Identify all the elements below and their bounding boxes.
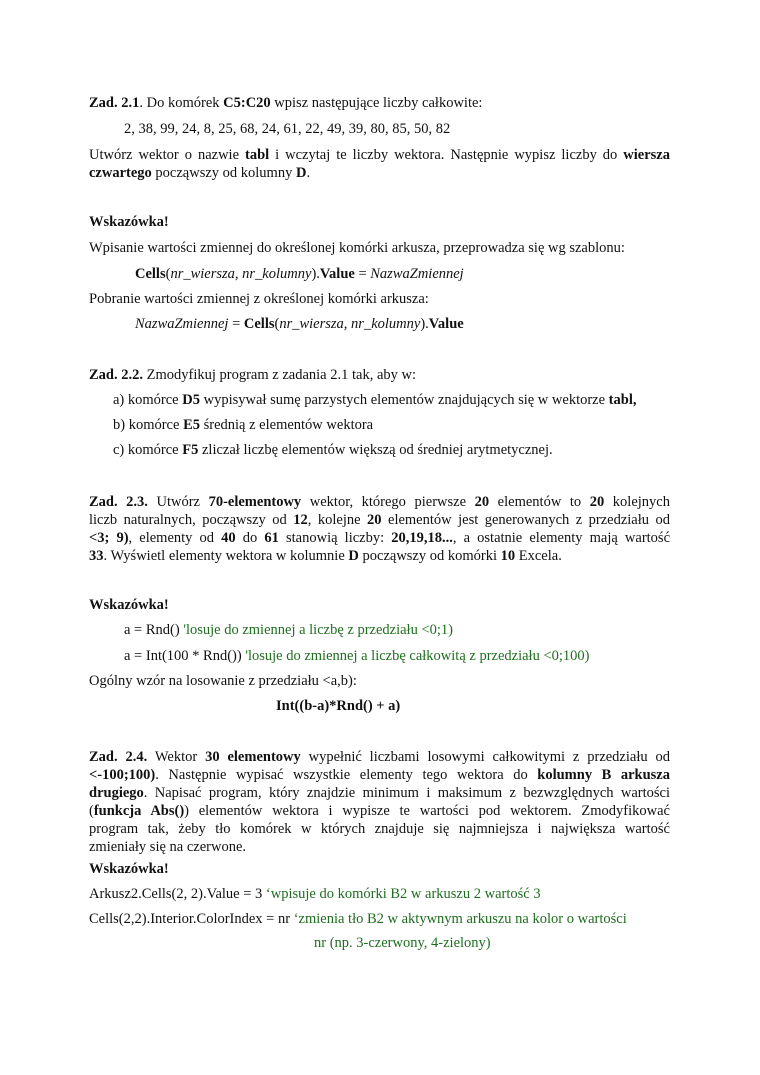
z21-title: Zad. 2.1 — [89, 95, 140, 111]
hint1-formula2: NazwaZmiennej = Cells(nr_wiersza, nr_kolumny).Value — [135, 316, 464, 332]
z22-title: Zad. 2.2. — [89, 367, 143, 383]
hint1-line1: Wpisanie wartości zmiennej do określonej komórki arkusza, przeprowadza się wg szablonu: — [89, 240, 625, 256]
hint1-formula1: Cells(nr_wiersza, nr_kolumny).Value = NazwaZmiennej — [135, 266, 464, 282]
hint3-code3 — [314, 935, 491, 952]
hint2-general: Ogólny wzór na losowanie z przedziału <a,b): — [89, 673, 357, 689]
code-comment: ‘zmienia tło B2 w aktywnym arkuszu na kolor o wartości — [293, 911, 627, 927]
hint3-title: Wskazówka! — [89, 861, 169, 877]
code-comment: 'losuje do zmiennej a liczbę całkowitą z przedziału <0;100) — [245, 648, 590, 664]
z21-text: . Do komórek — [139, 95, 224, 111]
z21-line1 — [89, 95, 482, 112]
z22-item-b: b) komórce E5 średnią z elementów wektora — [113, 417, 374, 433]
z21-paragraph: Utwórz wektor o nazwie tabl i wczytaj te liczby wektora. Następnie wypisz liczby do wiersza czwartego począwszy od kolumny D. — [89, 147, 670, 181]
z21-numbers: 2, 38, 99, 24, 8, 25, 68, 24, 61, 22, 49, 39, 80, 85, 50, 82 — [124, 121, 451, 137]
hint1-line2: Pobranie wartości zmiennej z określonej komórki arkusza: — [89, 291, 429, 307]
z22-item-a: a) komórce D5 wypisywał sumę parzystych elementów znajdujących się w wektorze tabl, — [113, 392, 637, 408]
hint2-formula: Int((b-a)*Rnd() + a) — [276, 698, 401, 714]
z24-title: Zad. 2.4. — [89, 749, 148, 765]
code-comment: 'losuje do zmiennej a liczbę z przedziału <0;1) — [183, 622, 453, 638]
z21-text: wpisz następujące liczby całkowite: — [270, 95, 483, 111]
hint2-title: Wskazówka! — [89, 597, 169, 613]
hint2-code2: a = Int(100 * Rnd()) 'losuje do zmiennej a liczbę całkowitą z przedziału <0;100) — [124, 648, 590, 664]
z24-paragraph: Zad. 2.4. Wektor 30 elementowy wypełnić liczbami losowymi całkowitymi z przedziału od <-100;100). Następnie wypisać wszystkie elementy tego wektora do kolumny B arkusza drugiego. Napisać program, który znajdzie minimum i maksimum z bezwzględnych wartości (funkcja Abs()) elementów wektora i wypisze te wartości pod wektorem. Zmodyfikować program tak, żeby tło komórek w których znajduje się najmniejsza i największa wartość zmieniały się na czerwone. — [89, 749, 670, 855]
z23-title: Zad. 2.3. — [89, 494, 148, 510]
z22-item-c: c) komórce F5 zliczał liczbę elementów większą od średniej arytmetycznej. — [113, 442, 553, 458]
hint2-code1: a = Rnd() 'losuje do zmiennej a liczbę z przedziału <0;1) — [124, 622, 453, 638]
code-comment: ‘wpisuje do komórki B2 w arkuszu 2 wartość 3 — [265, 886, 541, 902]
hint1-title: Wskazówka! — [89, 214, 169, 230]
code-comment: nr (np. 3-czerwony, 4-zielony) — [314, 935, 491, 951]
hint3-code1: Arkusz2.Cells(2, 2).Value = 3 ‘wpisuje do komórki B2 w arkuszu 2 wartość 3 — [89, 886, 541, 902]
z21-range: C5:C20 — [223, 95, 271, 111]
z22-intro: Zad. 2.2. Zmodyfikuj program z zadania 2.1 tak, aby w: — [89, 367, 417, 383]
z23-paragraph: Zad. 2.3. Utwórz 70-elementowy wektor, którego pierwsze 20 elementów to 20 kolejnych liczb naturalnych, począwszy od 12, kolejne 20 elementów jest generowanych z przedziału od <3; 9), elementy od 40 do 61 stanowią liczby: 20,19,18..., a ostatnie elementy mają wartość 33. Wyświetl elementy wektora w kolumnie D począwszy od komórki 10 Excela. — [89, 494, 670, 564]
hint3-code2: Cells(2,2).Interior.ColorIndex = nr ‘zmienia tło B2 w aktywnym arkuszu na kolor o wartości — [89, 911, 627, 927]
